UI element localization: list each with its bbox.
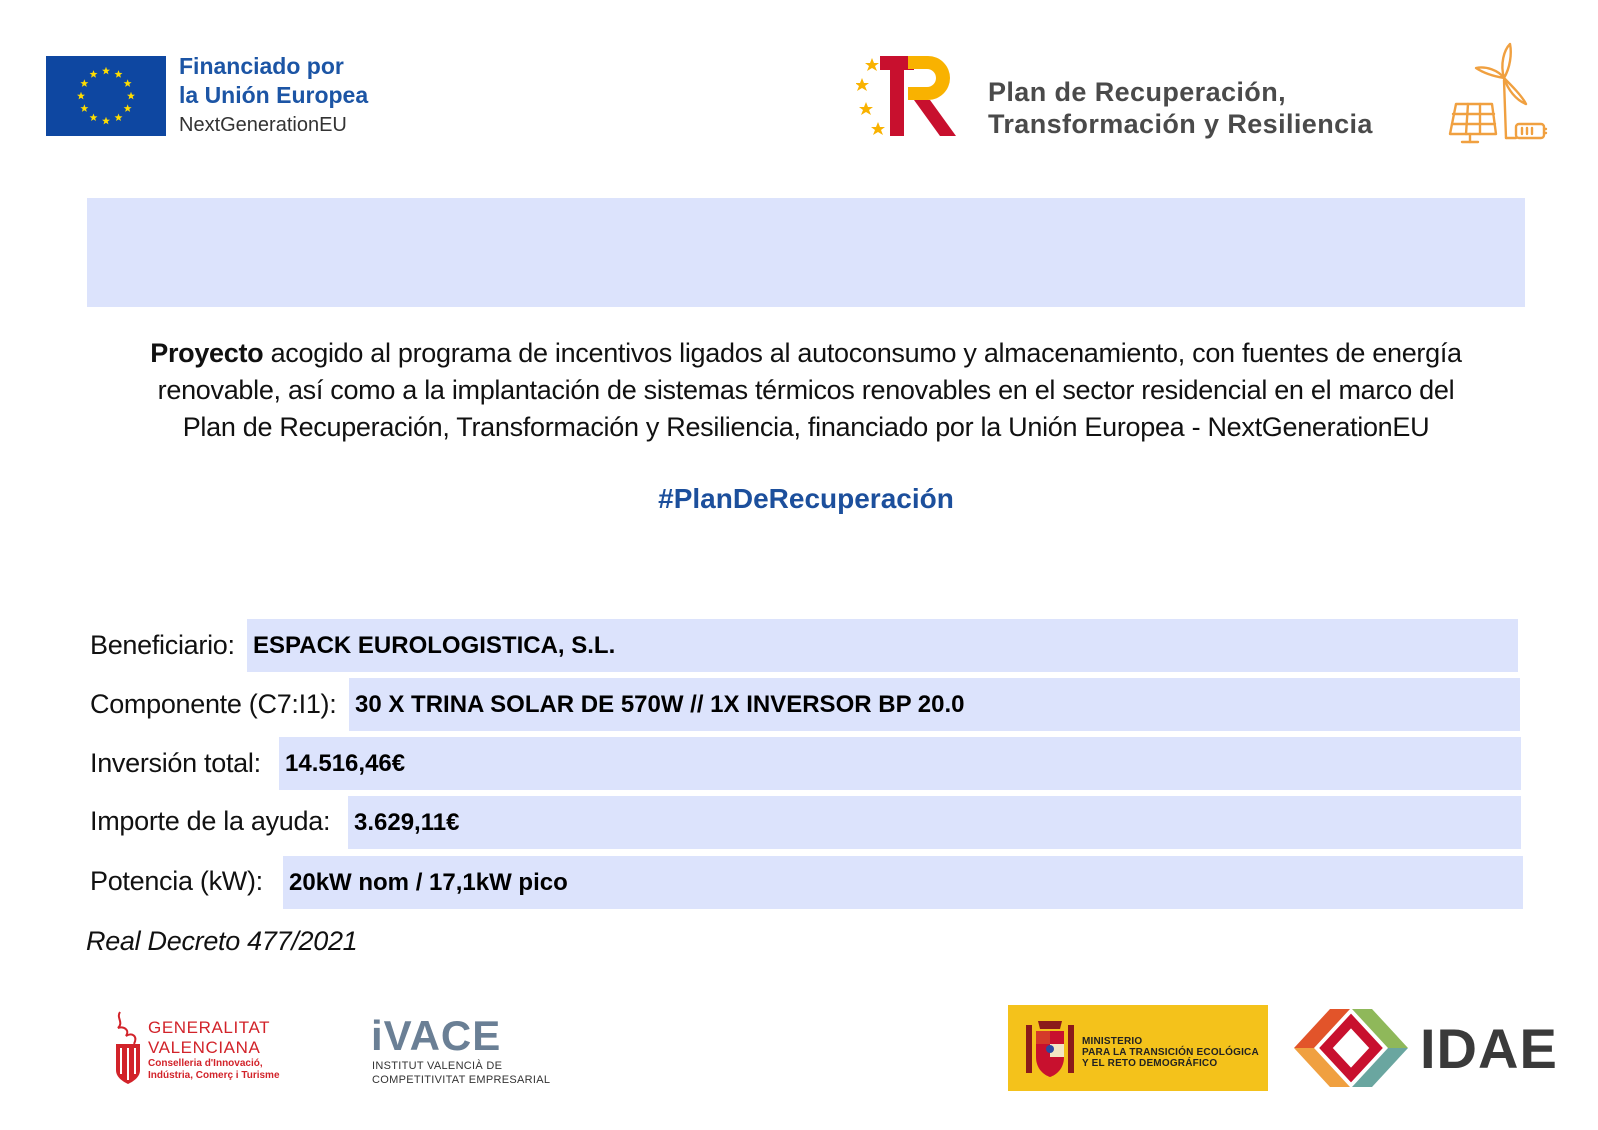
ivace-subtitle [372, 1059, 550, 1087]
inversion-field[interactable] [279, 737, 1521, 790]
potencia-label: Potencia (kW): [90, 866, 263, 896]
min-line3: Y EL RETO DEMOGRÁFICO [1082, 1058, 1218, 1069]
intro-line1-text: acogido al programa de incentivos ligados al autoconsumo y almacenamiento, con fuentes de energía [263, 338, 1462, 368]
min-line2: PARA LA TRANSICIÓN ECOLÓGICA [1082, 1047, 1259, 1058]
intro-line1 [87, 335, 1525, 372]
eu-line1: Financiado por [179, 53, 344, 79]
eu-star [115, 70, 123, 78]
eu-star [80, 104, 88, 112]
blue-header-bar [87, 198, 1525, 307]
eu-star [115, 113, 123, 121]
eu-flag-icon [46, 56, 166, 136]
idae-logo-text: IDAE [1420, 1017, 1558, 1080]
importe-label: Importe de la ayuda: [90, 806, 331, 836]
ivace-line1: INSTITUT VALENCIÀ DE [372, 1060, 503, 1072]
componente-value: 30 X TRINA SOLAR DE 570W // 1X INVERSOR BP 20.0 [355, 691, 965, 718]
intro-line2: renovable, así como a la implantación de sistemas térmicos renovables en el sector residencial en el marco del [157, 375, 1455, 405]
importe-field[interactable] [348, 796, 1521, 849]
potencia-value: 20kW nom / 17,1kW pico [289, 869, 568, 896]
eu-funding-text [179, 52, 368, 140]
intro-bold: Proyecto [150, 338, 264, 368]
inversion-label: Inversión total: [90, 748, 261, 778]
gva-line1: GENERALITAT [148, 1018, 271, 1037]
beneficiario-value: ESPACK EUROLOGISTICA, S.L. [253, 632, 616, 659]
hashtag: #PlanDeRecuperación [658, 483, 954, 514]
ivace-logo: iVACE [371, 1012, 502, 1059]
eu-star [77, 92, 85, 100]
eu-star [124, 104, 132, 112]
importe-value: 3.629,11€ [354, 809, 460, 836]
eu-star [102, 67, 110, 75]
potencia-field[interactable] [283, 856, 1523, 909]
decree-reference: Real Decreto 477/2021 [86, 926, 358, 956]
min-line1: MINISTERIO [1082, 1036, 1143, 1047]
prtr-title [988, 76, 1373, 140]
componente-label: Componente (C7:I1): [90, 689, 337, 719]
ministerio-text [1082, 1036, 1259, 1069]
eu-star [80, 79, 88, 87]
inversion-value: 14.516,46€ [285, 750, 406, 777]
prtr-logo-icon [856, 54, 966, 140]
gva-line3: Conselleria d'Innovació, [148, 1058, 263, 1069]
ivace-line2: COMPETITIVITAT EMPRESARIAL [372, 1074, 551, 1086]
beneficiario-field[interactable] [247, 619, 1518, 672]
generalitat-text [148, 1018, 280, 1082]
prtr-line1: Plan de Recuperación, [988, 77, 1286, 107]
idae-knot-icon [1290, 1005, 1412, 1091]
eu-star [90, 70, 98, 78]
componente-field[interactable] [349, 678, 1520, 731]
beneficiario-label: Beneficiario: [90, 630, 235, 660]
eu-star [124, 79, 132, 87]
eu-star [127, 92, 135, 100]
eu-star [90, 113, 98, 121]
spain-coat-of-arms-icon [1022, 1015, 1078, 1083]
eu-star [102, 117, 110, 125]
wind-solar-battery-icon [1442, 42, 1548, 146]
eu-line3: NextGenerationEU [179, 114, 347, 136]
gva-line4: Indústria, Comerç i Turisme [148, 1070, 280, 1081]
intro-line3: Plan de Recuperación, Transformación y Resiliencia, financiado por la Unión Europea - NextGenerationEU [182, 412, 1430, 442]
prtr-line2: Transformación y Resiliencia [988, 109, 1373, 139]
eu-line2: la Unión Europea [179, 82, 369, 108]
project-description [87, 335, 1525, 446]
gva-line2: VALENCIANA [148, 1038, 261, 1057]
